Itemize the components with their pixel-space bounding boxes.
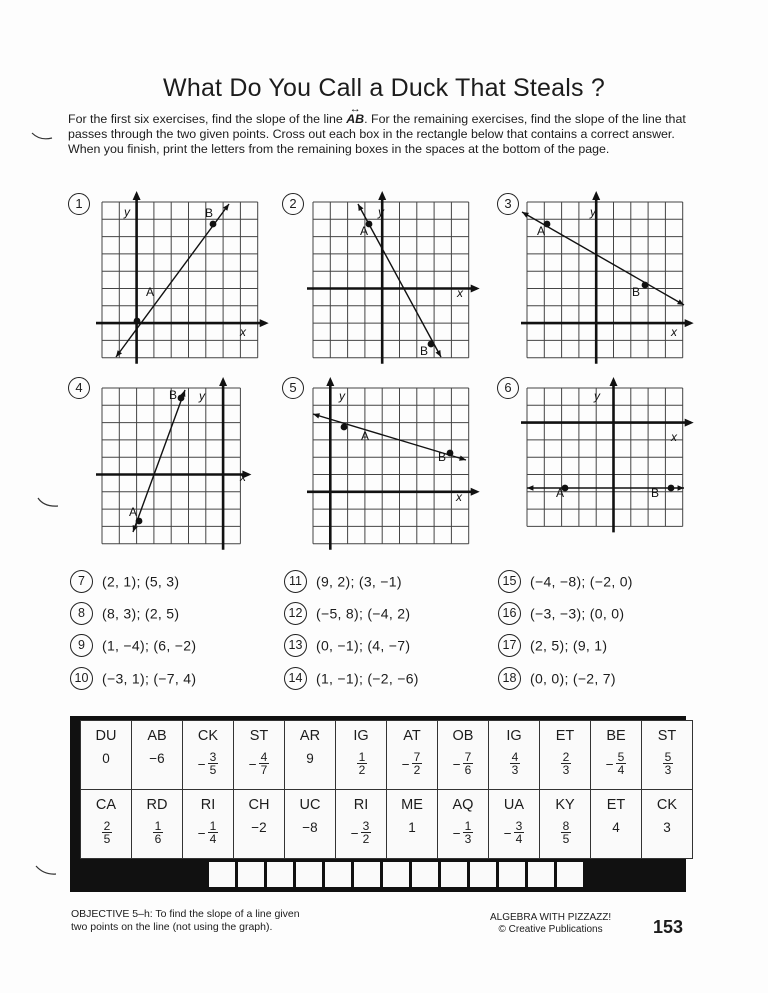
point-b-label: B [420, 344, 429, 358]
answer-blank[interactable] [267, 862, 296, 887]
y-axis-label: y [378, 205, 384, 219]
answer-letters: DU [95, 728, 117, 744]
answer-box[interactable] [642, 790, 693, 859]
answer-letters: AQ [452, 797, 474, 813]
answer-fraction [336, 820, 386, 846]
answer-letters: CH [248, 797, 270, 813]
answer-letters: AT [403, 728, 421, 744]
exercise-10 [70, 666, 196, 690]
answer-box[interactable] [132, 790, 183, 859]
exercise-number-5: 5 [282, 377, 304, 399]
answer-letters: BE [606, 728, 626, 744]
margin-mark [30, 131, 54, 143]
exercise-16 [498, 601, 624, 625]
exercise-points: (−5, 8); (−4, 2) [316, 605, 411, 622]
exercise-number-4: 4 [68, 377, 90, 399]
fraction [561, 820, 572, 846]
answer-letters: UA [503, 797, 525, 813]
exercise-9 [70, 633, 196, 657]
fraction [259, 751, 270, 777]
denominator: 2 [358, 763, 366, 777]
exercise-number: 7 [70, 570, 93, 593]
answer-box[interactable] [387, 721, 438, 790]
y-axis-label: y [199, 389, 205, 403]
exercise-number-6: 6 [497, 377, 519, 399]
x-axis-label: x [457, 286, 463, 300]
answer-fraction [438, 820, 488, 846]
denominator: 3 [664, 763, 672, 777]
point-b-label: B [169, 388, 178, 402]
answer-box[interactable] [438, 721, 489, 790]
exercise-number: 11 [284, 570, 307, 593]
numerator: 8 [562, 819, 570, 833]
exercise-number: 14 [284, 667, 307, 690]
answer-box[interactable] [642, 721, 693, 790]
fraction [561, 751, 572, 777]
objective [71, 908, 300, 934]
point-a-label: A [360, 224, 369, 238]
x-axis-label: x [671, 430, 677, 444]
x-axis-label: x [240, 470, 246, 484]
answer-box[interactable] [591, 721, 642, 790]
answer-letters: ST [249, 728, 269, 744]
denominator: 3 [562, 763, 570, 777]
fraction [616, 751, 627, 777]
exercise-points: (9, 2); (3, −1) [316, 573, 402, 590]
denominator: 6 [154, 832, 162, 846]
answer-sign: − [248, 756, 257, 772]
answer-sign: − [452, 825, 461, 841]
y-axis-label: y [124, 205, 130, 219]
margin-mark [34, 864, 58, 878]
exercise-15 [498, 569, 633, 593]
exercise-17 [498, 633, 607, 657]
fraction [412, 751, 423, 777]
exercise-points: (0, 0); (−2, 7) [530, 670, 616, 687]
answer-letters: UC [299, 797, 321, 813]
exercise-number-2: 2 [282, 193, 304, 215]
denominator: 7 [260, 763, 268, 777]
y-axis-label: y [590, 205, 596, 219]
x-axis-arrow [685, 419, 694, 427]
answer-fraction [183, 820, 233, 846]
numerator: 5 [664, 750, 672, 764]
point-a-label: A [361, 429, 370, 443]
answer-box[interactable] [285, 790, 336, 859]
fraction [208, 751, 219, 777]
answer-value: 1 [408, 820, 416, 835]
answer-box[interactable] [489, 790, 540, 859]
answer-letters: AB [147, 728, 167, 744]
y-axis-label: y [339, 389, 345, 403]
answer-letters: OB [452, 728, 474, 744]
exercise-points: (0, −1); (4, −7) [316, 637, 411, 654]
line-ab-symbol: ↔ AB [346, 112, 364, 127]
answer-row [81, 790, 693, 859]
exercise-7 [70, 569, 179, 593]
numerator: 1 [358, 750, 366, 764]
numerator: 3 [362, 819, 370, 833]
exercise-number-3: 3 [497, 193, 519, 215]
answer-letters: AR [299, 728, 321, 744]
numerator: 1 [154, 819, 162, 833]
margin-mark [36, 496, 60, 510]
denominator: 3 [511, 763, 519, 777]
exercise-number: 17 [498, 634, 521, 657]
answer-letters: RI [353, 797, 369, 813]
answer-letters: RD [146, 797, 168, 813]
answer-fraction [132, 820, 182, 846]
exercise-number: 8 [70, 602, 93, 625]
denominator: 5 [209, 763, 217, 777]
exercise-18 [498, 666, 616, 690]
answer-blanks [209, 862, 586, 887]
book-title: ALGEBRA WITH PIZZAZZ! [490, 912, 612, 923]
answer-box[interactable] [336, 721, 387, 790]
answer-fraction [489, 820, 539, 846]
answer-blank[interactable] [557, 862, 586, 887]
answer-value: −2 [251, 820, 267, 835]
answer-value: 0 [102, 751, 110, 766]
answer-value: −8 [302, 820, 318, 835]
point-a-label: A [556, 486, 565, 500]
answer-value: 4 [612, 820, 620, 835]
answer-box[interactable] [489, 721, 540, 790]
exercise-number-1: 1 [68, 193, 90, 215]
point-a-label: A [537, 224, 546, 238]
answer-blank[interactable] [209, 862, 238, 887]
denominator: 3 [464, 832, 472, 846]
exercise-number: 13 [284, 634, 307, 657]
answer-blank[interactable] [296, 862, 325, 887]
answer-blank[interactable] [441, 862, 470, 887]
exercise-points: (1, −1); (−2, −6) [316, 670, 419, 687]
answer-sign: − [197, 756, 206, 772]
answer-letters: ET [606, 797, 626, 813]
denominator: 4 [617, 763, 625, 777]
numerator: 7 [464, 750, 472, 764]
exercise-13 [284, 633, 410, 657]
answer-blank[interactable] [412, 862, 441, 887]
answer-value: 3 [663, 820, 671, 835]
answer-fraction [234, 751, 284, 777]
answer-letters: CK [656, 797, 678, 813]
fraction [102, 820, 113, 846]
answer-box[interactable] [234, 790, 285, 859]
answer-letters: IG [506, 728, 522, 744]
point-b-label: B [205, 206, 214, 220]
point-b-label: B [632, 285, 641, 299]
answer-letters: IG [353, 728, 369, 744]
numerator: 1 [209, 819, 217, 833]
answer-box[interactable] [234, 721, 285, 790]
answer-value: 9 [306, 751, 314, 766]
point-a-label: A [129, 505, 138, 519]
answer-fraction [438, 751, 488, 777]
answer-fraction [81, 820, 131, 846]
answer-row [81, 721, 693, 790]
exercise-8 [70, 601, 179, 625]
numerator: 5 [617, 750, 625, 764]
answer-box[interactable] [387, 790, 438, 859]
fraction [510, 751, 521, 777]
answer-blank[interactable] [238, 862, 267, 887]
answer-box[interactable] [132, 721, 183, 790]
y-axis-label: y [594, 389, 600, 403]
fraction [361, 820, 372, 846]
page-title: What Do You Call a Duck That Steals ? [163, 74, 605, 102]
answer-fraction [540, 751, 590, 777]
denominator: 2 [362, 832, 370, 846]
exercise-14 [284, 666, 419, 690]
fraction [463, 820, 474, 846]
answer-letters: ET [555, 728, 575, 744]
answer-blank[interactable] [383, 862, 412, 887]
denominator: 4 [515, 832, 523, 846]
answer-box[interactable] [540, 790, 591, 859]
answer-fraction [183, 751, 233, 777]
answer-letters: CK [197, 728, 219, 744]
answer-box[interactable] [540, 721, 591, 790]
point-b-label: B [651, 486, 660, 500]
denominator: 4 [209, 832, 217, 846]
exercise-number: 12 [284, 602, 307, 625]
answer-fraction [642, 751, 692, 777]
answer-box[interactable] [183, 790, 234, 859]
answer-letters: ST [657, 728, 677, 744]
numerator: 2 [562, 750, 570, 764]
exercise-points: (−3, 1); (−7, 4) [102, 670, 197, 687]
answer-box[interactable] [285, 721, 336, 790]
point-b [668, 485, 675, 492]
numerator: 3 [209, 750, 217, 764]
point-a-label: A [146, 285, 155, 299]
y-axis-arrow [610, 377, 618, 386]
numerator: 3 [515, 819, 523, 833]
exercise-number: 16 [498, 602, 521, 625]
answer-fraction [489, 751, 539, 777]
publisher-name: © Creative Publications [498, 923, 603, 935]
answer-sign: − [197, 825, 206, 841]
numerator: 4 [260, 750, 268, 764]
answer-table [80, 720, 693, 859]
answer-sign: − [605, 756, 614, 772]
answer-letters: RI [200, 797, 216, 813]
objective-line-2: two points on the line (not using the graph). [71, 921, 273, 933]
exercise-points: (2, 5); (9, 1) [530, 637, 608, 654]
fraction [663, 751, 674, 777]
answer-box[interactable] [183, 721, 234, 790]
answer-box[interactable] [81, 721, 132, 790]
answer-blank[interactable] [499, 862, 528, 887]
exercise-number: 9 [70, 634, 93, 657]
answer-box[interactable] [336, 790, 387, 859]
instructions-text-1: For the first six exercises, find the slope of the line [68, 112, 347, 126]
fraction [153, 820, 164, 846]
exercise-points: (1, −4); (6, −2) [102, 637, 197, 654]
numerator: 7 [413, 750, 421, 764]
answer-box[interactable] [591, 790, 642, 859]
publisher-credit [490, 912, 611, 935]
fraction [208, 820, 219, 846]
exercise-points: (−3, −3); (0, 0) [530, 605, 625, 622]
numerator: 1 [464, 819, 472, 833]
answer-sign: − [452, 756, 461, 772]
denominator: 5 [103, 832, 111, 846]
answer-box[interactable] [438, 790, 489, 859]
answer-box[interactable] [81, 790, 132, 859]
exercise-number: 15 [498, 570, 521, 593]
fraction [357, 751, 368, 777]
page-number: 153 [653, 917, 684, 937]
answer-blank[interactable] [325, 862, 354, 887]
answer-blank[interactable] [528, 862, 557, 887]
line-arrowhead [527, 485, 533, 490]
answer-rectangle [70, 716, 686, 892]
denominator: 5 [562, 832, 570, 846]
fraction [463, 751, 474, 777]
exercise-points: (2, 1); (5, 3) [102, 573, 180, 590]
answer-letters: KY [555, 797, 575, 813]
exercise-points: (8, 3); (2, 5) [102, 605, 180, 622]
answer-value: −6 [149, 751, 165, 766]
instructions-text-2: . For the remaining exercises, find the slope of the line that passes through the two given points. Cross out each box in the rectangle below that contains a correct answer. When you finish, print the letters from the remaining boxes in the spaces at the bottom of the page. [68, 112, 686, 157]
exercise-number: 10 [70, 667, 93, 690]
fraction [514, 820, 525, 846]
denominator: 2 [413, 763, 421, 777]
answer-letters: CA [95, 797, 117, 813]
answer-sign: − [350, 825, 359, 841]
answer-sign: − [401, 756, 410, 772]
x-axis-label: x [240, 325, 246, 339]
exercise-12 [284, 601, 410, 625]
exercise-number: 18 [498, 667, 521, 690]
answer-blank[interactable] [354, 862, 383, 887]
answer-blank[interactable] [470, 862, 499, 887]
denominator: 6 [464, 763, 472, 777]
point-b-label: B [438, 450, 447, 464]
x-axis-label: x [456, 490, 462, 504]
answer-fraction [591, 751, 641, 777]
answer-fraction [387, 751, 437, 777]
answer-fraction [336, 751, 386, 777]
objective-line-1: OBJECTIVE 5–h: To find the slope of a line given [71, 908, 300, 920]
answer-letters: ME [401, 797, 423, 813]
answer-fraction [540, 820, 590, 846]
x-axis-label: x [671, 325, 677, 339]
answer-sign: − [503, 825, 512, 841]
exercise-11 [284, 569, 402, 593]
numerator: 2 [103, 819, 111, 833]
numerator: 4 [511, 750, 519, 764]
exercise-points: (−4, −8); (−2, 0) [530, 573, 633, 590]
